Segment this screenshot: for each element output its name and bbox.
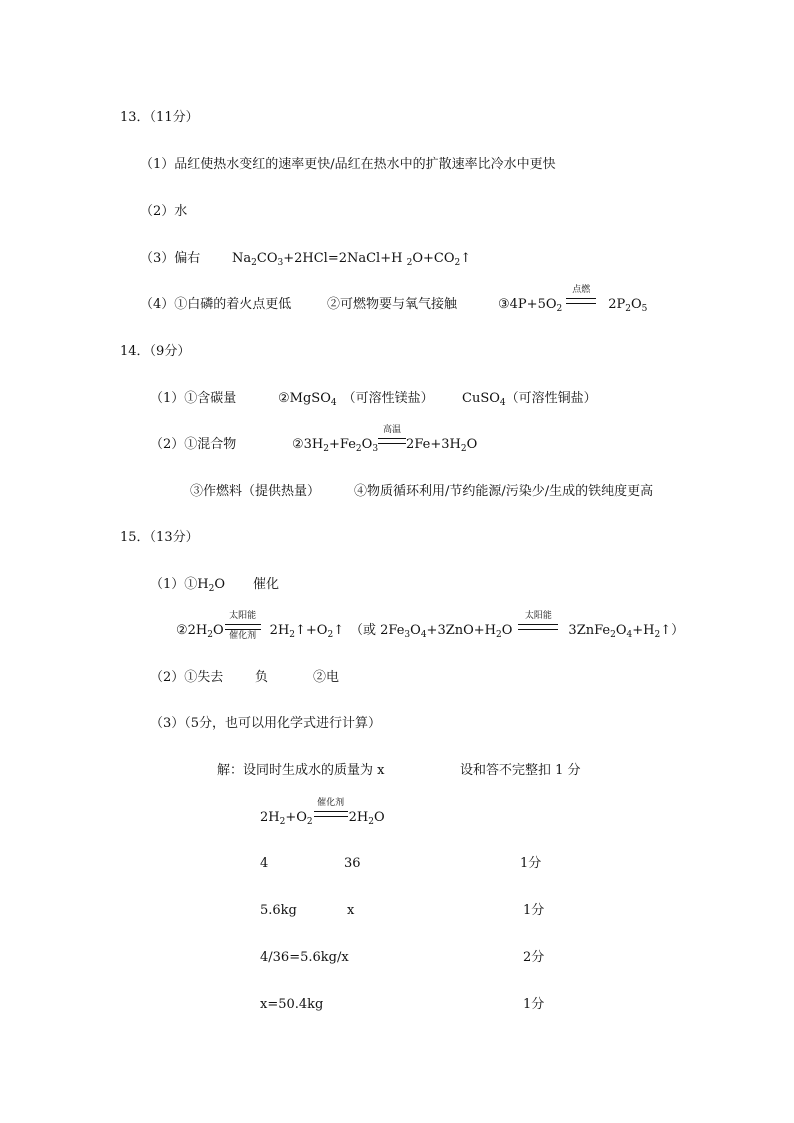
q13-part4-a: （4）①白磷的着火点更低: [140, 297, 292, 312]
ratio-row-2-left: 5.6kg: [260, 903, 297, 918]
result-value: x=50.4kg: [260, 997, 324, 1012]
q15-part3-b: 负: [255, 670, 269, 685]
q14-part2-a: （2）①混合物: [150, 437, 237, 452]
q13-part1: （1）品红使热水变红的速率更快/品红在热水中的扩散速率比冷水中更快: [140, 157, 556, 172]
q13-part3-answer: （3）偏右: [140, 251, 201, 266]
q15-part1-a: $(1)①H_2O$: [150, 577, 226, 594]
q15-part2-equation: $②2H_2O$ 太阳能 催化剂 $2H_2↑+O_2↑$: [176, 611, 345, 641]
q13-part3-equation: $Na_2CO_3+2HCl=2NaCl+H$ $_2O+CO_2↑$: [232, 251, 472, 268]
q14-part3-a: ③作燃料（提供热量）: [190, 484, 321, 499]
reaction-arrow: 催化剂: [314, 809, 348, 827]
ratio-row-1-score: 1分: [520, 856, 542, 871]
q14-part1-b: ②MgSO$_4$ （可溶性镁盐）: [278, 391, 434, 408]
q15-solution-note: 设和答不完整扣 1 分: [460, 763, 581, 778]
q14-part2-equation: $②3H_2+Fe_2O_3$ 高温 $2Fe+3H_2O$: [292, 425, 478, 454]
result-score: 1分: [523, 997, 545, 1012]
ratio-row-2-score: 1分: [523, 903, 545, 918]
q14-heading: 14．（9分）: [120, 344, 191, 359]
ratio-row-1-left: 4: [260, 856, 269, 871]
q15-part4: （3）（5分，也可以用化学式进行计算）: [150, 716, 382, 731]
q15-part3-c: ②电: [313, 670, 340, 685]
ratio-row-2-right: x: [347, 903, 355, 918]
q14-part3-b: ④物质循环利用/节约能源/污染少/生成的铁纯度更高: [354, 484, 654, 499]
q15-solution-equation: $2H_2+O_2$ 催化剂 $2H_2O$: [260, 798, 385, 827]
proportion-equation: 4/36=5.6kg/x: [260, 950, 349, 965]
reaction-arrow: 太阳能: [518, 622, 558, 640]
reaction-arrow: 太阳能 催化剂: [225, 622, 261, 640]
q15-part2-alt-equation: （或 $2Fe_3O_4+3ZnO+H_2O$ 太阳能 $3ZnFe_2O_4+H_2↑$）: [350, 611, 685, 640]
ratio-row-1-right: 36: [344, 856, 361, 871]
proportion-score: 2分: [523, 950, 545, 965]
q15-solution-setup: 解：设同时生成水的质量为 x: [217, 763, 385, 778]
q15-part1-b: 催化: [253, 577, 280, 592]
q15-part3-a: （2）①失去: [150, 670, 224, 685]
q15-heading: 15．（13分）: [120, 530, 199, 545]
q13-part4-equation: $③4P+5O_2$ 点燃 $2P_2O_5$: [498, 285, 648, 314]
reaction-arrow: 点燃: [566, 296, 596, 314]
q14-part1-c: CuSO$_4$（可溶性铜盐）: [462, 391, 597, 408]
reaction-arrow: 高温: [378, 436, 406, 454]
q13-heading: 13．（11分）: [120, 110, 199, 125]
q13-part4-b: ②可燃物要与氧气接触: [327, 297, 458, 312]
q14-part1-a: （1）①含碳量: [150, 391, 237, 406]
q13-part2: （2）水: [140, 204, 188, 219]
